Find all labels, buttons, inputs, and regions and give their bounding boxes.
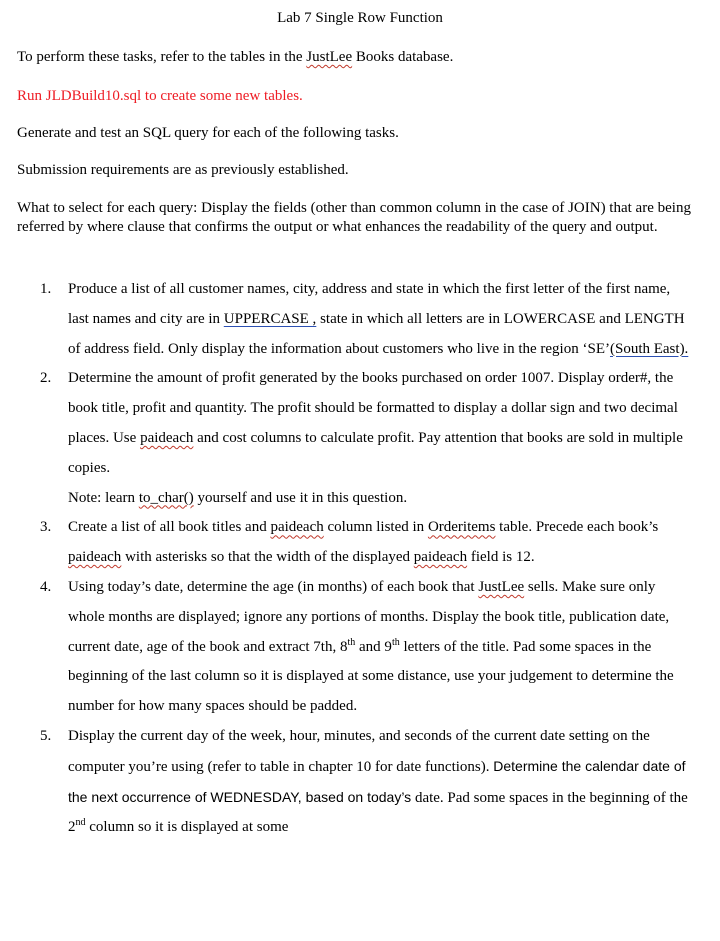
task-text: Produce a list of all customer names, city, address and state in which the first letter of the first name, last names and city are in [68, 281, 671, 327]
paideach-term: paideach [413, 549, 468, 566]
task-text: table. Precede each book’s [495, 519, 659, 536]
task-number: 3. [40, 519, 52, 536]
task-note: Note: learn [68, 489, 139, 506]
task-text: column listed in [323, 519, 428, 536]
task-text: field is 12. [467, 549, 535, 566]
task-text: Determine the amount of profit generated by the books purchased on order 1007. Display order#, the book title, profit and quantity. The profit should be formatted to display a dollar sign and two decimal places. Use [68, 370, 678, 446]
justlee-word: JustLee [478, 578, 525, 595]
intro-paragraph-submission: Submission requirements are as previously established. [17, 162, 349, 178]
task-text: Using today’s date, determine the age (in months) of each book that [68, 578, 479, 595]
orderitems-term: Orderitems [427, 519, 496, 536]
task-text: date. Pad some spaces in the beginning of the 2 [68, 789, 688, 836]
task-item-4 [0, 573, 720, 722]
task-note: yourself and use it in this question. [193, 489, 408, 506]
task-item-1 [0, 275, 720, 364]
paideach-term: paideach [270, 519, 324, 536]
intro-paragraph-run-script: Run JLDBuild10.sql to create some new tables. [17, 88, 303, 104]
superscript: th [391, 636, 400, 648]
task-text: sells. Make sure only whole months are displayed; ignore any portions of months. Display the book title, publication date, current date, age of the book and extract 7th, 8 [68, 578, 670, 655]
task-number: 4. [40, 578, 52, 595]
task-item-3 [0, 513, 720, 573]
task-text: letters of the title. Pad some spaces in the beginning of the last column so it is displayed at some distance, use your judgement to determine the number for how many spaces should be padded. [68, 638, 674, 715]
task-item-5 [0, 722, 720, 843]
task-list [0, 275, 720, 843]
justlee-word: JustLee [306, 49, 353, 65]
task-text: Create a list of all book titles and [68, 519, 271, 536]
superscript: nd [75, 817, 86, 829]
document-title: Lab 7 Single Row Function [277, 10, 443, 26]
task-text: and 9 [355, 638, 392, 655]
paideach-term: paideach [140, 429, 194, 446]
task-text: and cost columns to calculate profit. Pay attention that books are sold in multiple copies. [68, 429, 683, 476]
uppercase-term: UPPERCASE , [223, 310, 317, 327]
to-char-term: to_char() [138, 489, 194, 506]
intro-text: To perform these tasks, refer to the tables in the [17, 49, 307, 65]
task-item-2 [0, 364, 720, 513]
intro-paragraph-what-to-select: What to select for each query: Display the fields (other than common column in the case of JOIN) that are being referred by where clause that confirms the output or what enhances the readability of the query and output. [17, 200, 691, 235]
task-number: 2. [40, 370, 52, 387]
intro-paragraph-database [17, 48, 707, 67]
task-number: 5. [40, 727, 52, 744]
task-text: with asterisks so that the width of the displayed [121, 549, 414, 566]
intro-paragraph-generate: Generate and test an SQL query for each of the following tasks. [17, 125, 399, 141]
intro-text: Books database. [352, 49, 454, 65]
task-text: Display the current day of the week, hour, minutes, and seconds of the current date setting on the computer you’re using (refer to table in chapter 10 for date functions). [68, 727, 650, 775]
task-text-sans: Determine the calendar date of the next occurrence of WEDNESDAY, based on today’s [68, 757, 686, 805]
task-text: state in which all letters are in LOWERCASE and LENGTH of address field. Only display the information about customers who live in the region ‘SE’ [68, 310, 685, 357]
superscript: th [347, 636, 356, 648]
task-text: (South East). [609, 340, 689, 357]
paideach-term: paideach [68, 549, 122, 566]
task-text: column so it is displayed at some [85, 819, 289, 836]
task-number: 1. [40, 281, 52, 297]
